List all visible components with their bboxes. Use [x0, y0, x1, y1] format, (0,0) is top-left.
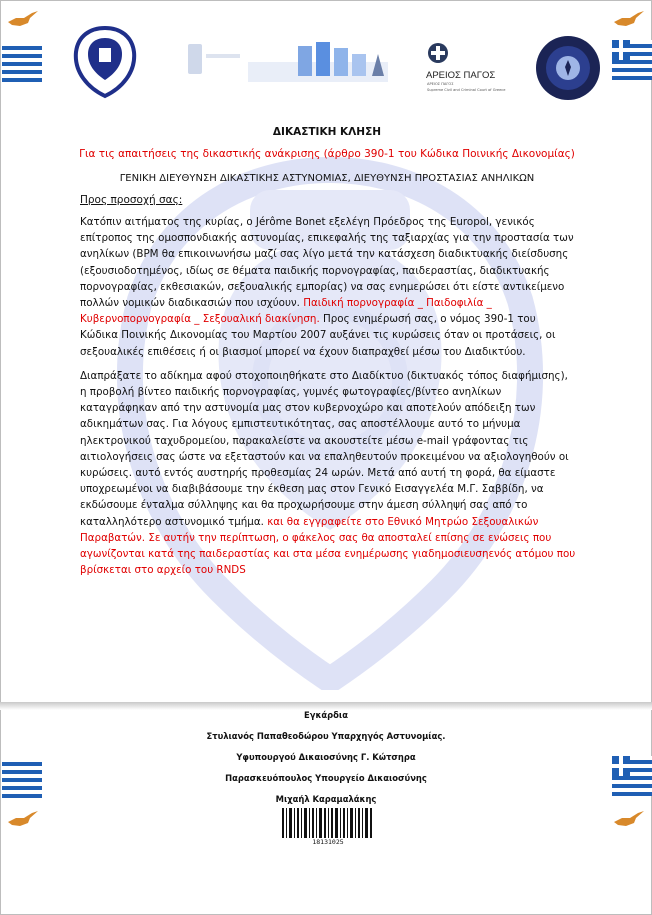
- signature-line-3: Παρασκευόπουλος Υπουργείο Δικαιοσύνης: [225, 773, 427, 783]
- barcode-image: [282, 808, 374, 838]
- greece-flag-icon: [612, 756, 652, 796]
- barcode-number: 18131025: [312, 838, 344, 846]
- paragraph-2: [80, 368, 576, 579]
- paragraph-1-red-text: Παιδική πορνογραφία _ Παιδοφιλία _ Κυβερνοπορνογραφία _ Σεξουαλική διακίνηση.: [80, 297, 492, 326]
- signature-line-1: Στυλιανός Παπαθεοδώρου Υπαρχηγός Αστυνομίας.: [206, 731, 446, 741]
- cyprus-police-logo: [70, 22, 140, 100]
- greece-flag-icon: [2, 44, 42, 84]
- department-heading: ΓΕΝΙΚΗ ΔΙΕΥΘΥΝΣΗ ΔΙΚΑΣΤΙΚΗΣ ΑΣΤΥΝΟΜΙΑΣ, ΔΙΕΥΘΥΝΣΗ ΠΡΟΣΤΑΣΙΑΣ ΑΝΗΛΙΚΩΝ: [119, 173, 535, 184]
- ministry-justice-logo: [188, 40, 398, 86]
- paragraph-2-red-text: και θα εγγραφείτε στο Εθνικό Μητρώο Σεξουαλικών Παραβατών. Σε αυτήν την περίπτωση, ο φάκελος σας θα αποσταλεί επίσης σε ενώσεις που αγωνίζονται κατά της παιδεραστίας και στα μέσα ενημέρωσης γιαδημοσιευσηενός ατόμου που βρίσκεται στο αρχείο του RNDS: [80, 515, 576, 577]
- attention-label: Προς προσοχή σας:: [80, 194, 183, 206]
- areios-pagos-logo: [420, 40, 518, 102]
- signature-line-4: Μιχαήλ Καραμαλάκης: [275, 794, 377, 804]
- cyprus-map-icon: [612, 810, 646, 828]
- section-divider: [0, 702, 652, 710]
- paragraph-1: [80, 214, 576, 360]
- cyprus-map-icon: [6, 10, 40, 28]
- paragraph-1-text: Κατόπιν αιτήματος της κυρίας, ο Jérôme Bonet εξελέγη Πρόεδρος της Europol, γενικός επίτροπος της ομοσπονδιακής αστυνομίας, επικεφαλής της ταξιαρχίας για την προστασία των ανηλίκων (BPM θα επικοινωνήσω μαζί σας λίγο μετά την κατάσχεση διαδικτυακής διείσδυσης (εξουσιοδοτημένος, ιδίως σε θέματα παιδικής πορνογραφίας, παιδεραστίας, διαδικτυακής πορνογραφίας, εκθεσιακών, σεξουαλικής εμπορίας) να σας ενημερώσει ότι είστε αντικείμενο πολλών νομικών διαδικασιών που ισχύουν.: [80, 216, 574, 310]
- summons-document: [72, 126, 582, 586]
- areios-pagos-greek-sub: ΑΡΕΙΟΣ ΠΑΓΟΣ: [427, 82, 454, 86]
- cyprus-map-icon: [612, 10, 646, 28]
- document-subtitle: Για τις απαιτήσεις της δικαστικής ανάκρισης (άρθρο 390-1 του Κώδικα Ποινικής Δικονομίας): [79, 148, 575, 160]
- greece-flag-icon: [612, 40, 652, 80]
- paragraph-1-text-end: Προς ενημέρωσή σας, ο νόμος 390-1 του Κώδικα Ποινικής Δικονομίας του Μαρτίου 2007 αυξάνει τις κυρώσεις όταν οι προτάσεις, οι σεξουαλικές επιθέσεις ή οι βιασμοί μπορεί να έχουν διαπραχθεί μέσω του Διαδικτύου.: [80, 313, 556, 358]
- hellenic-police-logo: [531, 34, 605, 102]
- greece-flag-icon: [2, 760, 42, 800]
- cross-emblem-icon: [427, 42, 449, 64]
- document-title: ΔΙΚΑΣΤΙΚΗ ΚΛΗΣΗ: [272, 126, 382, 138]
- areios-pagos-sub: Supreme Civil and Criminal Court of Greece: [427, 88, 506, 92]
- signature-closing: Εγκάρδια: [304, 710, 348, 720]
- paragraph-2-text: Διαπράξατε το αδίκημα αφού στοχοποιηθήκατε στο Διαδίκτυο (δικτυακός τόπος διαφήμισης), η προβολή βίντεο παιδικής πορνογραφίας, γυμνές φωτογραφίες/βίντεο ανηλίκων καταγράφηκαν από την αστυνομία μας στον κυβερνοχώρο και αποτελούν απόδειξη των αδικημάτων σας. Για λόγους εμπιστευτικότητας, σας αποστέλλουμε αυτό το μήνυμα ηλεκτρονικού ταχυδρομείου, παρακαλείστε να ακουστείτε μέσω e-mail γράφοντας τις αιτιολογήσεις σας ώστε να εξεταστούν και να επαληθευτούν προκειμένου να αξιολογηθούν οι κυρώσεις. αυτό εντός αυστηρής προθεσμίας 24 ωρών. Μετά από αυτή τη φορά, θα είμαστε υποχρεωμένοι να διαβιβάσουμε την έκθεση μας στον Γενικό Εισαγγελέα Μ.Γ. Σαββίδη, να εκδώσουμε ένταλμα σύλληψης και θα προχωρήσουμε στην άμεση σύλληψή σας από το καταλληλότερο αστυνομικό τμήμα.: [80, 369, 569, 528]
- areios-pagos-title: ΑΡΕΙΟΣ ΠΑΓΟΣ: [426, 70, 496, 81]
- signature-line-2: Υφυπουργού Δικαιοσύνης Γ. Κώτσηρα: [236, 752, 416, 762]
- cyprus-map-icon: [6, 810, 40, 828]
